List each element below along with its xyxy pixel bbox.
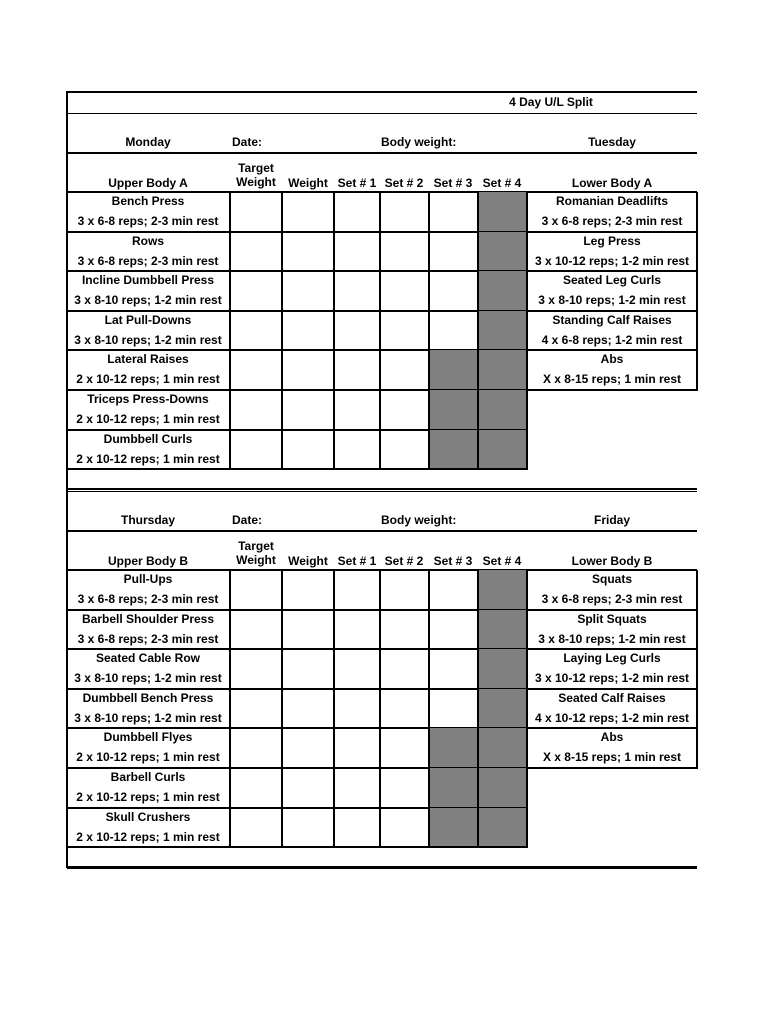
column-line <box>333 192 335 469</box>
exercise-scheme: X x 8-15 reps; 1 min rest <box>542 750 682 765</box>
weight-cell[interactable] <box>282 232 334 272</box>
exercise-scheme: 3 x 8-10 reps; 1-2 min rest <box>74 671 222 686</box>
set-3-cell[interactable] <box>429 689 478 729</box>
col-weight: Weight <box>288 554 328 568</box>
target-weight-cell[interactable] <box>230 649 282 689</box>
exercise-scheme: 3 x 6-8 reps; 2-3 min rest <box>77 592 219 606</box>
set-3-cell <box>429 350 478 390</box>
set-4-cell <box>478 649 527 689</box>
set-1-cell[interactable] <box>334 390 380 430</box>
column-line <box>477 570 479 847</box>
exercise-name: Lateral Raises <box>107 352 189 367</box>
set-2-cell[interactable] <box>380 390 429 430</box>
right-border <box>696 570 698 769</box>
target-weight-cell[interactable] <box>230 430 282 470</box>
row-line <box>527 310 697 312</box>
set-2-cell[interactable] <box>380 768 429 808</box>
set-1-cell[interactable] <box>334 728 380 768</box>
set-1-cell[interactable] <box>334 570 380 610</box>
target-weight-cell[interactable] <box>230 570 282 610</box>
set-4-cell <box>478 311 527 351</box>
set-1-cell[interactable] <box>334 232 380 272</box>
set-1-cell[interactable] <box>334 271 380 311</box>
header-top-line <box>67 152 697 154</box>
workout-label: Lower Body A <box>571 176 653 190</box>
col-target-weight: Weight <box>236 175 276 189</box>
column-line <box>379 192 381 469</box>
exercise-scheme: 3 x 8-10 reps; 1-2 min rest <box>538 631 686 646</box>
exercise-name: Abs <box>600 730 624 745</box>
target-weight-cell[interactable] <box>230 808 282 848</box>
set-4-cell <box>478 728 527 768</box>
set-3-cell <box>429 808 478 848</box>
exercise-name: Bench Press <box>111 194 185 208</box>
row-line <box>527 609 697 611</box>
exercise-name: Seated Cable Row <box>95 651 201 666</box>
set-1-cell[interactable] <box>334 610 380 650</box>
col-set-1: Set # 1 <box>337 554 377 568</box>
exercise-name: Incline Dumbbell Press <box>81 273 215 288</box>
set-2-cell[interactable] <box>380 232 429 272</box>
workout-label: Upper Body B <box>107 554 189 568</box>
set-2-cell[interactable] <box>380 311 429 351</box>
set-1-cell[interactable] <box>334 689 380 729</box>
exercise-name: Lat Pull-Downs <box>104 312 192 327</box>
body-weight-label: Body weight: <box>381 513 457 527</box>
col-set-4: Set # 4 <box>482 176 522 190</box>
exercise-scheme: 3 x 6-8 reps; 2-3 min rest <box>541 592 683 606</box>
column-line <box>379 570 381 847</box>
set-4-cell <box>478 768 527 808</box>
set-3-cell <box>429 390 478 430</box>
col-set-3: Set # 3 <box>433 176 473 190</box>
row-line <box>527 231 697 233</box>
exercise-name: Barbell Curls <box>110 770 186 784</box>
section-divider <box>67 113 697 114</box>
exercise-name: Pull-Ups <box>123 572 173 586</box>
weight-cell[interactable] <box>282 649 334 689</box>
exercise-name: Triceps Press-Downs <box>87 392 209 406</box>
set-3-cell[interactable] <box>429 271 478 311</box>
col-set-3: Set # 3 <box>433 554 473 568</box>
exercise-name: Standing Calf Raises <box>552 312 672 327</box>
date-label: Date: <box>232 135 263 149</box>
weight-cell[interactable] <box>282 271 334 311</box>
col-set-2: Set # 2 <box>384 176 424 190</box>
set-2-cell[interactable] <box>380 610 429 650</box>
col-weight: Weight <box>288 176 328 190</box>
column-line <box>526 192 528 470</box>
exercise-scheme: 2 x 10-12 reps; 1 min rest <box>76 750 220 765</box>
bottom-border <box>67 867 697 869</box>
weight-cell[interactable] <box>282 689 334 729</box>
exercise-name: Romanian Deadlifts <box>555 194 669 208</box>
table-bottom-line <box>67 846 527 848</box>
set-4-cell <box>478 430 527 470</box>
exercise-name: Seated Calf Raises <box>558 690 666 705</box>
day-label: Friday <box>593 513 631 527</box>
exercise-scheme: 3 x 6-8 reps; 2-3 min rest <box>77 214 219 228</box>
set-1-cell[interactable] <box>334 192 380 232</box>
left-border <box>66 91 68 868</box>
target-weight-cell[interactable] <box>230 390 282 430</box>
set-4-cell <box>478 570 527 610</box>
set-3-cell[interactable] <box>429 610 478 650</box>
set-3-cell[interactable] <box>429 649 478 689</box>
col-set-4: Set # 4 <box>482 554 522 568</box>
column-line <box>229 192 231 469</box>
header-top-line <box>67 530 697 532</box>
exercise-name: Skull Crushers <box>105 809 191 824</box>
set-4-cell <box>478 232 527 272</box>
target-weight-cell[interactable] <box>230 232 282 272</box>
exercise-scheme: 3 x 6-8 reps; 2-3 min rest <box>77 631 219 646</box>
right-border <box>696 192 698 391</box>
set-2-cell[interactable] <box>380 350 429 390</box>
workout-label: Lower Body B <box>571 554 653 568</box>
exercise-name: Dumbbell Curls <box>103 431 193 446</box>
exercise-scheme: 3 x 6-8 reps; 2-3 min rest <box>77 253 219 268</box>
col-target-weight: Weight <box>236 553 276 567</box>
set-4-cell <box>478 192 527 232</box>
exercise-scheme: 2 x 10-12 reps; 1 min rest <box>76 790 220 804</box>
section-divider <box>67 491 697 492</box>
row-line <box>527 270 697 272</box>
exercise-scheme: 3 x 10-12 reps; 1-2 min rest <box>534 253 690 268</box>
set-2-cell[interactable] <box>380 271 429 311</box>
day-label: Monday <box>125 135 171 149</box>
exercise-scheme: 3 x 6-8 reps; 2-3 min rest <box>541 214 683 228</box>
set-4-cell <box>478 808 527 848</box>
set-2-cell[interactable] <box>380 430 429 470</box>
weight-cell[interactable] <box>282 192 334 232</box>
set-1-cell[interactable] <box>334 311 380 351</box>
exercise-scheme: 3 x 8-10 reps; 1-2 min rest <box>538 293 686 308</box>
exercise-name: Dumbbell Flyes <box>103 730 193 745</box>
set-3-cell <box>429 430 478 470</box>
set-3-cell[interactable] <box>429 311 478 351</box>
set-4-cell <box>478 610 527 650</box>
exercise-scheme: 3 x 8-10 reps; 1-2 min rest <box>74 710 222 725</box>
weight-cell[interactable] <box>282 768 334 808</box>
col-target-weight: Target <box>238 539 274 553</box>
exercise-scheme: 3 x 10-12 reps; 1-2 min rest <box>534 671 690 686</box>
day-label: Thursday <box>120 513 176 527</box>
weight-cell[interactable] <box>282 430 334 470</box>
column-line <box>526 570 528 848</box>
set-4-cell <box>478 689 527 729</box>
weight-cell[interactable] <box>282 350 334 390</box>
exercise-name: Rows <box>131 233 165 248</box>
table-bottom-line <box>527 389 697 391</box>
col-target-weight: Target <box>238 161 274 175</box>
exercise-name: Squats <box>591 572 633 586</box>
set-3-cell <box>429 768 478 808</box>
row-line <box>527 688 697 690</box>
exercise-name: Dumbbell Bench Press <box>82 690 214 705</box>
exercise-scheme: X x 8-15 reps; 1 min rest <box>542 372 682 387</box>
set-2-cell[interactable] <box>380 728 429 768</box>
exercise-scheme: 4 x 6-8 reps; 1-2 min rest <box>541 332 683 347</box>
set-3-cell[interactable] <box>429 570 478 610</box>
set-1-cell[interactable] <box>334 768 380 808</box>
set-1-cell[interactable] <box>334 350 380 390</box>
target-weight-cell[interactable] <box>230 689 282 729</box>
weight-cell[interactable] <box>282 728 334 768</box>
column-line <box>428 192 430 469</box>
exercise-scheme: 2 x 10-12 reps; 1 min rest <box>76 372 220 387</box>
exercise-name: Leg Press <box>583 233 641 248</box>
set-2-cell[interactable] <box>380 192 429 232</box>
exercise-scheme: 2 x 10-12 reps; 1 min rest <box>76 829 220 844</box>
row-line <box>527 727 697 729</box>
set-2-cell[interactable] <box>380 649 429 689</box>
exercise-scheme: 4 x 10-12 reps; 1-2 min rest <box>534 710 690 725</box>
top-border <box>67 91 697 93</box>
target-weight-cell[interactable] <box>230 610 282 650</box>
weight-cell[interactable] <box>282 390 334 430</box>
set-3-cell[interactable] <box>429 232 478 272</box>
set-3-cell <box>429 728 478 768</box>
set-4-cell <box>478 390 527 430</box>
set-4-cell <box>478 271 527 311</box>
sheet-title: 4 Day U/L Split <box>509 95 593 109</box>
exercise-scheme: 3 x 8-10 reps; 1-2 min rest <box>74 293 222 308</box>
column-line <box>333 570 335 847</box>
row-line <box>527 349 697 351</box>
col-set-1: Set # 1 <box>337 176 377 190</box>
set-1-cell[interactable] <box>334 808 380 848</box>
body-weight-label: Body weight: <box>381 135 457 149</box>
exercise-name: Split Squats <box>577 611 647 626</box>
set-2-cell[interactable] <box>380 689 429 729</box>
set-2-cell[interactable] <box>380 570 429 610</box>
weight-cell[interactable] <box>282 570 334 610</box>
set-3-cell[interactable] <box>429 192 478 232</box>
column-line <box>477 192 479 469</box>
exercise-scheme: 3 x 8-10 reps; 1-2 min rest <box>74 332 222 347</box>
exercise-name: Abs <box>600 352 624 367</box>
exercise-name: Laying Leg Curls <box>563 651 661 666</box>
day-label: Tuesday <box>588 135 636 149</box>
exercise-scheme: 2 x 10-12 reps; 1 min rest <box>76 451 220 466</box>
column-line <box>229 570 231 847</box>
set-4-cell <box>478 350 527 390</box>
weight-cell[interactable] <box>282 311 334 351</box>
target-weight-cell[interactable] <box>230 728 282 768</box>
column-line <box>281 192 283 469</box>
date-label: Date: <box>232 513 263 527</box>
exercise-name: Barbell Shoulder Press <box>81 611 215 626</box>
workout-label: Upper Body A <box>108 176 188 190</box>
set-2-cell[interactable] <box>380 808 429 848</box>
target-weight-cell[interactable] <box>230 768 282 808</box>
weight-cell[interactable] <box>282 610 334 650</box>
row-line <box>527 648 697 650</box>
target-weight-cell[interactable] <box>230 350 282 390</box>
target-weight-cell[interactable] <box>230 311 282 351</box>
col-set-2: Set # 2 <box>384 554 424 568</box>
table-bottom-line <box>67 468 527 470</box>
weight-cell[interactable] <box>282 808 334 848</box>
exercise-scheme: 2 x 10-12 reps; 1 min rest <box>76 412 220 426</box>
exercise-name: Seated Leg Curls <box>562 273 662 288</box>
column-line <box>281 570 283 847</box>
set-1-cell[interactable] <box>334 430 380 470</box>
target-weight-cell[interactable] <box>230 192 282 232</box>
target-weight-cell[interactable] <box>230 271 282 311</box>
column-line <box>428 570 430 847</box>
set-1-cell[interactable] <box>334 649 380 689</box>
table-bottom-line <box>527 767 697 769</box>
